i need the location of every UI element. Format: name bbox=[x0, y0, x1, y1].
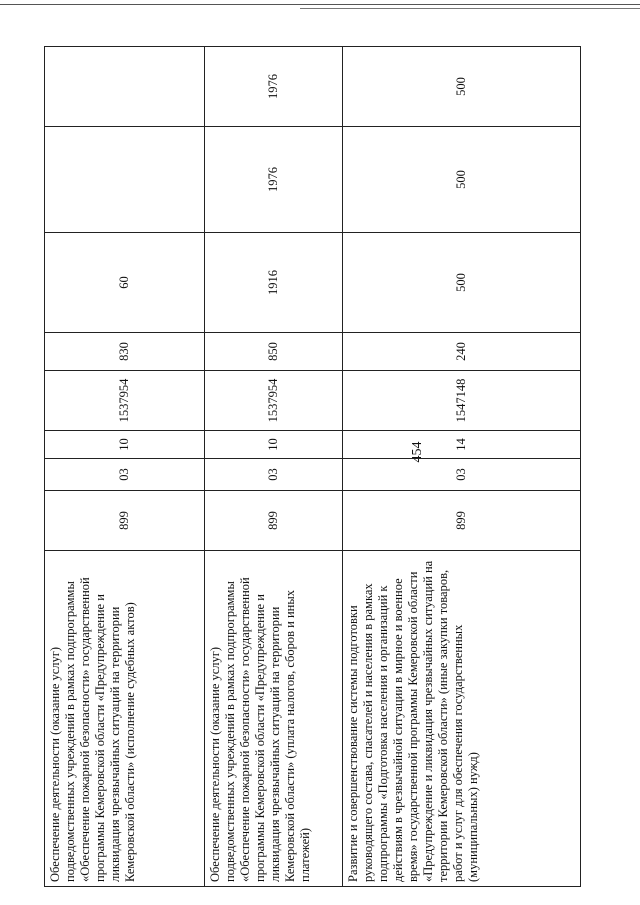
ministry-code: 899 bbox=[205, 491, 343, 551]
table-row bbox=[343, 47, 581, 887]
amount-col9: 1976 bbox=[205, 47, 343, 127]
ministry-code: 899 bbox=[45, 491, 205, 551]
amount-col9: 500 bbox=[343, 47, 581, 127]
expense-type-code: 850 bbox=[205, 333, 343, 371]
subsection-code: 10 bbox=[45, 431, 205, 459]
target-code: 1547148 bbox=[343, 371, 581, 431]
amount-col8: 500 bbox=[343, 127, 581, 233]
table-row bbox=[45, 47, 205, 887]
section-code: 03 bbox=[45, 459, 205, 491]
amount-col8: 1976 bbox=[205, 127, 343, 233]
ministry-code: 899 bbox=[343, 491, 581, 551]
expense-type-code: 240 bbox=[343, 333, 581, 371]
subsection-code: 14 bbox=[343, 431, 581, 459]
top-rule bbox=[0, 4, 640, 5]
amount-col7: 500 bbox=[343, 233, 581, 333]
section-code: 03 bbox=[205, 459, 343, 491]
amount-col7: 1916 bbox=[205, 233, 343, 333]
target-code: 1537954 bbox=[45, 371, 205, 431]
page-number: 454 bbox=[410, 441, 425, 463]
row-description: Обеспечение деятельности (оказание услуг) подведомственных учреждений в рамках подпрограммы «Обеспечение пожарной безопасности» государственной программы Кемеровской области «Предупреждение и ликвидация чрезвычайных ситуаций на территории Кемеровской области» (уплата налогов, сборов и иных платежей) bbox=[205, 551, 343, 887]
target-code: 1537954 bbox=[205, 371, 343, 431]
table-row bbox=[205, 47, 343, 887]
subsection-code: 10 bbox=[205, 431, 343, 459]
row-description: Развитие и совершенствование системы подготовки руководящего состава, спасателей и населения в рамках подпрограммы «Подготовка населения и организаций к действиям в чрезвычайной ситуации в мирное и военное время» государственной программы Кемеровской области «Предупреждение и ликвидация чрезвычайных ситуаций на территории Кемеровской области» (иные закупки товаров, работ и услуг для обеспечения государственных (муниципальных) нужд) bbox=[343, 551, 581, 887]
amount-col8 bbox=[45, 127, 205, 233]
top-rule-short bbox=[300, 8, 640, 9]
budget-table bbox=[44, 46, 581, 887]
amount-col7: 60 bbox=[45, 233, 205, 333]
rotated-budget-table bbox=[44, 47, 580, 887]
row-description: Обеспечение деятельности (оказание услуг) подведомственных учреждений в рамках подпрограммы «Обеспечение пожарной безопасности» государственной программы Кемеровской области «Предупреждение и ликвидация чрезвычайных ситуаций на территории Кемеровской области» (исполнение судебных актов) bbox=[45, 551, 205, 887]
section-code: 03 bbox=[343, 459, 581, 491]
expense-type-code: 830 bbox=[45, 333, 205, 371]
amount-col9 bbox=[45, 47, 205, 127]
